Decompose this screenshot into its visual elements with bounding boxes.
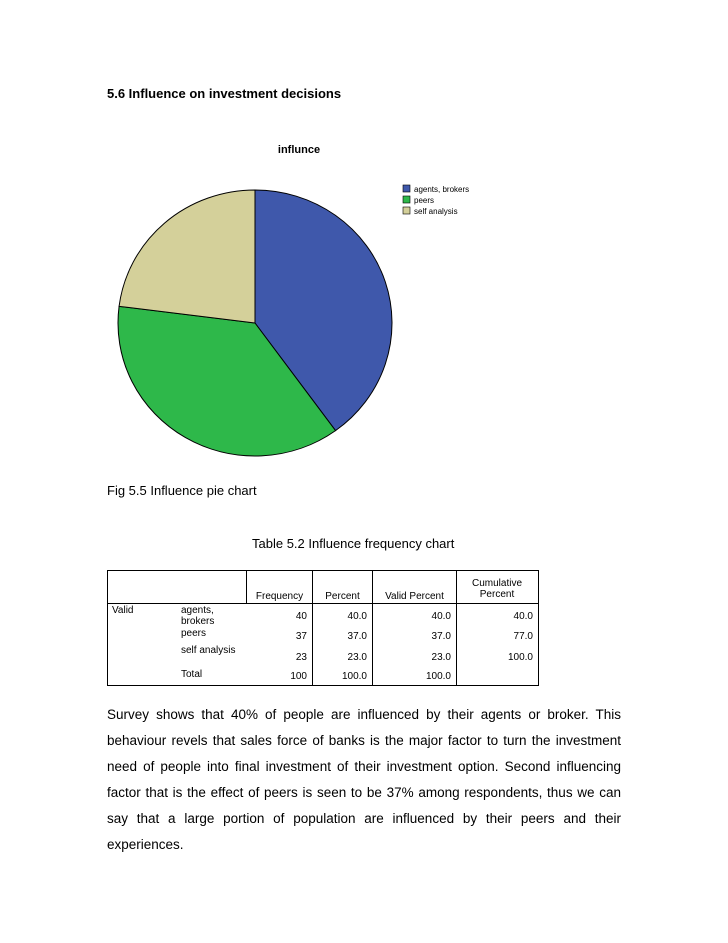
header-percent: Percent <box>325 591 360 602</box>
legend-label: agents, brokers <box>414 185 470 194</box>
row-label: Total <box>181 669 203 680</box>
group-label: Valid <box>112 605 134 616</box>
frequency-table <box>107 570 539 686</box>
cell-percent: 23.0 <box>347 652 367 663</box>
legend-swatch <box>403 207 410 214</box>
row-label: self analysis <box>181 645 236 656</box>
cell-percent: 37.0 <box>347 631 367 642</box>
cell-percent: 40.0 <box>347 611 367 622</box>
legend-swatch <box>403 196 410 203</box>
cell-cumulative: 40.0 <box>513 611 533 622</box>
cell-valid-percent: 37.0 <box>431 631 451 642</box>
figure-caption: Fig 5.5 Influence pie chart <box>107 483 257 498</box>
header-cumulative-percent: Cumulative Percent <box>471 578 523 600</box>
pie-slice-self-analysis <box>119 190 255 323</box>
section-heading: 5.6 Influence on investment decisions <box>107 86 342 101</box>
chart-title: influnce <box>277 144 321 156</box>
cell-valid-percent: 100.0 <box>425 671 451 682</box>
header-valid-percent: Valid Percent <box>385 591 444 602</box>
legend-swatch <box>403 185 410 192</box>
cell-frequency: 100 <box>290 671 307 682</box>
cell-frequency: 37 <box>295 631 307 642</box>
table-caption: Table 5.2 Influence frequency chart <box>252 536 455 551</box>
row-label: peers <box>181 628 207 639</box>
cell-percent: 100.0 <box>341 671 367 682</box>
cell-cumulative: 100.0 <box>507 652 533 663</box>
legend-label: self analysis <box>414 207 458 216</box>
header-frequency: Frequency <box>255 591 304 602</box>
cell-valid-percent: 23.0 <box>431 652 451 663</box>
cell-frequency: 23 <box>295 652 307 663</box>
cell-valid-percent: 40.0 <box>431 611 451 622</box>
row-label: agents, brokers <box>181 605 215 627</box>
cell-frequency: 40 <box>295 611 307 622</box>
cell-cumulative: 77.0 <box>513 631 533 642</box>
body-paragraph: Survey shows that 40% of people are influenced by their agents or broker. This behaviour revels that sales force of banks is the major factor to turn the investment need of people into final investment of their investment option. Second influencing factor that is the effect of peers is seen to be 37% among respondents, thus we can say that a large portion of population are influenced by their peers and their experiences. <box>107 707 621 852</box>
legend-label: peers <box>414 196 435 205</box>
